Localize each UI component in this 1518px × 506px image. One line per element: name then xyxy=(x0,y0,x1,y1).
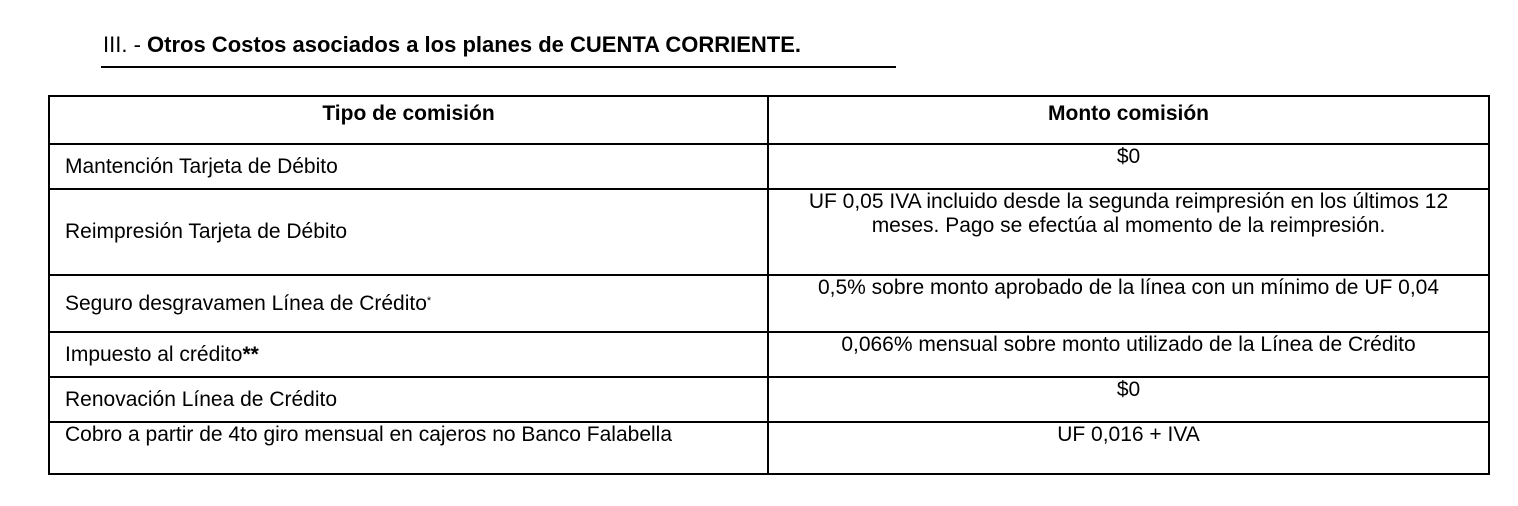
cell-amount xyxy=(768,377,1489,422)
section-heading xyxy=(103,30,801,60)
amount-text: UF 0,016 + IVA xyxy=(1057,423,1200,446)
type-text: Reimpresión Tarjeta de Débito xyxy=(65,220,348,243)
table-row xyxy=(49,144,1489,189)
cell-type xyxy=(49,377,768,422)
cell-amount xyxy=(768,275,1489,332)
cell-amount xyxy=(768,422,1489,474)
amount-text: $0 xyxy=(1116,378,1141,401)
cell-type xyxy=(49,275,768,332)
cell-amount xyxy=(768,144,1489,189)
table-row xyxy=(49,275,1489,332)
footnote-mark: ** xyxy=(242,342,259,366)
table-header-row xyxy=(49,96,1489,144)
costs-table xyxy=(48,95,1490,475)
table-row xyxy=(49,377,1489,422)
amount-text: UF 0,05 IVA incluido desde la segunda reimpresión en los últimos 12 meses. Pago se efectúa al momento de la reimpresión. xyxy=(808,190,1449,237)
cell-type xyxy=(49,422,768,474)
header-type: Tipo de comisión xyxy=(49,96,768,144)
section-title: Otros Costos asociados a los planes de CUENTA CORRIENTE. xyxy=(147,32,802,57)
table-row xyxy=(49,332,1489,377)
header-amount: Monto comisión xyxy=(768,96,1489,144)
cell-type xyxy=(49,189,768,275)
type-text: Mantención Tarjeta de Débito xyxy=(65,154,338,178)
type-text: Seguro desgravamen Línea de Crédito xyxy=(65,291,427,315)
type-text: Renovación Línea de Crédito xyxy=(65,387,338,411)
section-separator: - xyxy=(127,32,148,57)
amount-text: 0,5% sobre monto aprobado de la línea con un mínimo de UF 0,04 xyxy=(817,276,1440,299)
table-row xyxy=(49,189,1489,275)
cell-amount xyxy=(768,332,1489,377)
amount-text: 0,066% mensual sobre monto utilizado de la Línea de Crédito xyxy=(841,333,1416,356)
footnote-mark: * xyxy=(426,294,432,307)
cell-type xyxy=(49,332,768,377)
cell-amount xyxy=(768,189,1489,275)
type-text: Cobro a partir de 4to giro mensual en cajeros no Banco Falabella xyxy=(65,423,673,446)
section-number: III. xyxy=(103,32,128,57)
heading-underline xyxy=(101,66,896,68)
amount-text: $0 xyxy=(1116,145,1141,168)
type-text: Impuesto al crédito xyxy=(65,342,243,366)
table-row xyxy=(49,422,1489,474)
cell-type xyxy=(49,144,768,189)
